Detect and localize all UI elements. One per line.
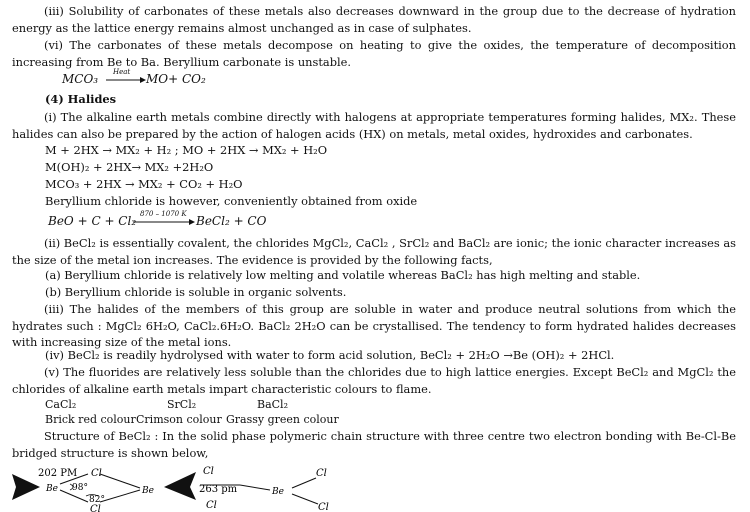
becl2-polymer-structure-diagram: [0, 460, 360, 512]
paragraph-becl2-structure: Structure of BeCl₂ : In the solid phase polymeric chain structure with three centre two electron bonding with Be-Cl-Be bridged structure is shown below,: [12, 429, 736, 460]
heat-label: Heat: [113, 68, 131, 76]
cl-atom-label: Cl: [206, 500, 217, 511]
cl-atom-label: Cl: [91, 468, 102, 479]
bond-angle-98-label: 98°: [72, 483, 88, 493]
bond-wedge-middle: [164, 472, 196, 500]
equation-line-2: M(OH)₂ + 2HX→ MX₂ +2H₂O: [45, 160, 214, 174]
carbonate-equation-rhs: MO+ CO₂: [146, 72, 206, 86]
equation-line-3: MCO₃ + 2HX → MX₂ + CO₂ + H₂O: [45, 177, 243, 191]
equation-line-1: M + 2HX → MX₂ + H₂ ; MO + 2HX → MX₂ + H₂O: [45, 143, 328, 157]
fact-b: (b) Beryllium chloride is soluble in organic solvents.: [45, 285, 347, 299]
reaction-arrow-icon: [133, 217, 195, 227]
temperature-label: 870 – 1070 K: [140, 210, 187, 218]
paragraph-fluorides: (v) The fluorides are relatively less soluble than the chlorides due to high lattice energies. Except BeCl₂ and MgCl₂ the chlorides of alkaline earth metals impart characteristic colours to flame.: [12, 365, 736, 396]
cl-atom-label: Cl: [203, 466, 214, 477]
paragraph-halide-hydrates: (iii) The halides of the members of this group are soluble in water and produce neutral solutions from which the hydrates such : MgCl₂ 6H₂O, CaCl₂.6H₂O. BaCl₂ 2H₂O can be crystallised. The tendency to form hydrated halides decreases with increasing size of the metal ions.: [12, 302, 736, 350]
becl2-preparation-intro: Beryllium chloride is however, conveniently obtained from oxide: [45, 194, 418, 208]
cl-atom-label: Cl: [90, 504, 101, 512]
flame-colour-sr: Crimson colour: [136, 413, 222, 426]
be-atom-label: Be: [272, 487, 284, 497]
flame-colour-ca: Brick red colour: [45, 413, 136, 426]
be-atom-label: Be: [46, 484, 58, 494]
bond-length-263-label: 263 pm: [199, 484, 238, 495]
oxide-equation-lhs: BeO + C + Cl₂: [48, 214, 137, 228]
paragraph-hydrolysis: (iv) BeCl₂ is readily hydrolysed with water to form acid solution, BeCl₂ + 2H₂O →Be (OH)₂ + 2HCl.: [45, 348, 615, 362]
oxide-equation-rhs: BeCl₂ + CO: [196, 214, 267, 228]
cl-atom-label: Cl: [318, 502, 329, 512]
paragraph-carbonate-solubility: (iii) Solubility of carbonates of these metals also decreases downward in the group due to the decrease of hydration energy as the lattice energy remains almost unchanged as in case of sulphates.: [12, 4, 736, 35]
carbonate-equation-lhs: MCO₃: [62, 72, 99, 86]
bond-angle-82-label: 82°: [89, 495, 105, 505]
fact-a: (a) Beryllium chloride is relatively low melting and volatile whereas BaCl₂ has high melting and stable.: [45, 268, 641, 282]
bond-length-202-label: 202 PM: [38, 468, 78, 479]
section-heading-halides: (4) Halides: [45, 92, 117, 106]
flame-compound-ba: BaCl₂: [257, 398, 288, 411]
reaction-arrow-icon: [106, 75, 146, 85]
paragraph-halides-formation: (i) The alkaline earth metals combine directly with halogens at appropriate temperatures forming halides, MX₂. These halides can also be prepared by the action of halogen acids (HX) on metals, metal oxides, hydroxides and carbonates.: [12, 110, 736, 141]
bond-wedge-left: [12, 474, 40, 500]
flame-compound-sr: SrCl₂: [167, 398, 197, 411]
flame-colour-ba: Grassy green colour: [226, 413, 339, 426]
cl-atom-label: Cl: [316, 468, 327, 479]
flame-compound-ca: CaCl₂: [45, 398, 77, 411]
be-atom-label: Be: [142, 486, 154, 496]
paragraph-carbonate-decomposition: (vi) The carbonates of these metals decompose on heating to give the oxides, the temperature of decomposition increasing from Be to Ba. Beryllium carbonate is unstable.: [12, 38, 736, 69]
paragraph-becl2-covalent: (ii) BeCl₂ is essentially covalent, the chlorides MgCl₂, CaCl₂ , SrCl₂ and BaCl₂ are ionic; the ionic character increases as the size of the metal ion increases. The evidence is provided by the following facts,: [12, 236, 736, 267]
